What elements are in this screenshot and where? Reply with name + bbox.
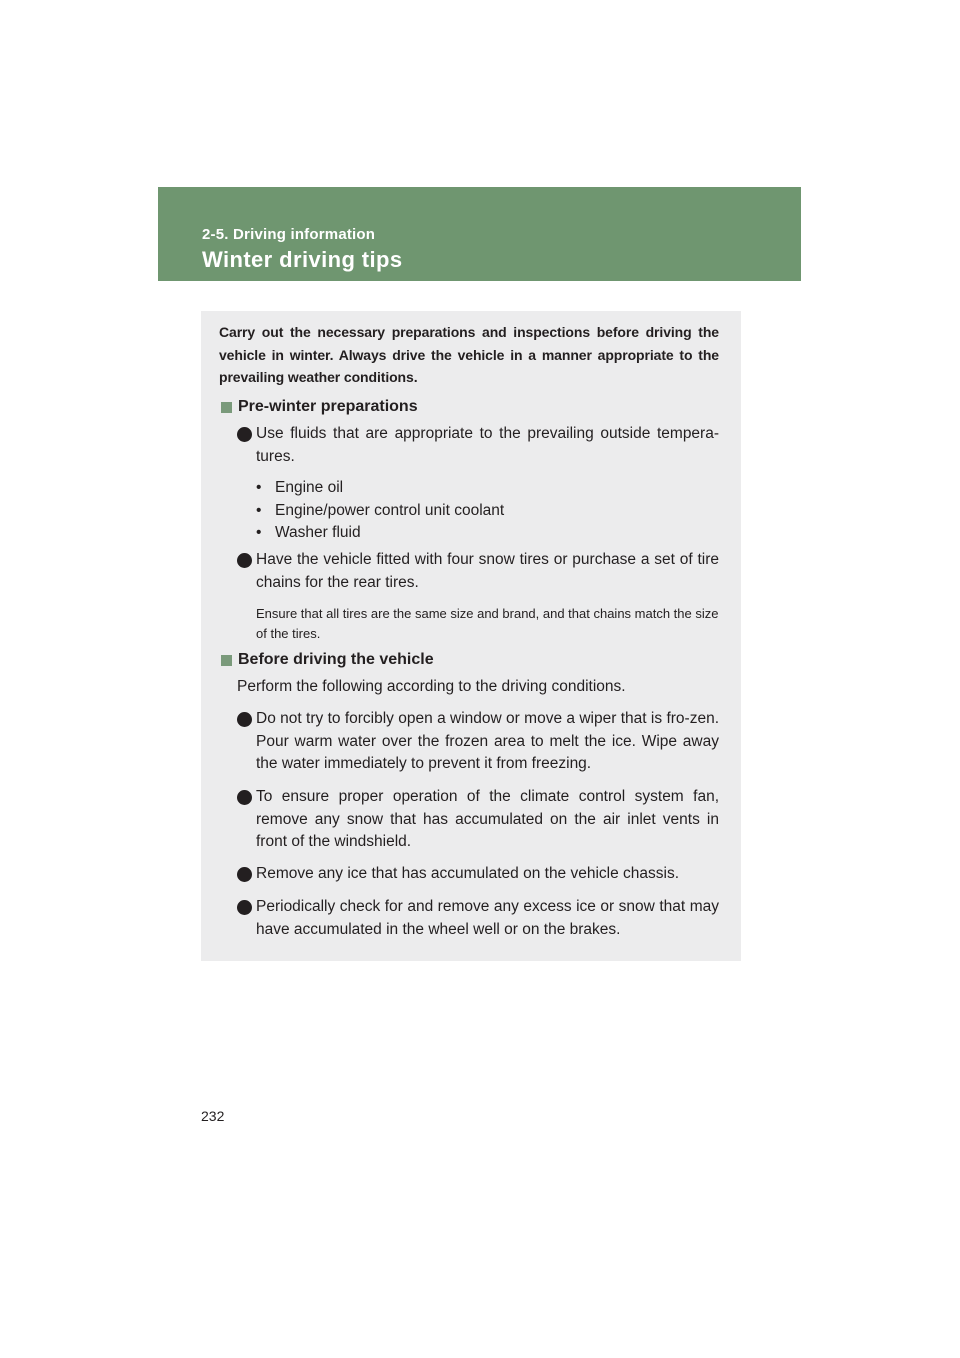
list-item: To ensure proper operation of the climate control system fan, remove any snow that has accumulated on the air inlet vents in front of the windshield. (237, 786, 719, 854)
page-title: Winter driving tips (202, 247, 403, 272)
note-text: Ensure that all tires are the same size and brand, and that chains match the size of the tires. (256, 606, 719, 641)
round-bullet-icon (237, 427, 252, 442)
list-item: Have the vehicle fitted with four snow tires or purchase a set of tire chains for the rear tires. (237, 549, 719, 594)
section-header-band (158, 187, 801, 281)
sub-list-item: • Engine oil (256, 479, 344, 496)
round-bullet-icon (237, 900, 252, 915)
list-item: Periodically check for and remove any excess ice or snow that may have accumulated in the wheel well or on the brakes. (237, 896, 719, 941)
subheading-before-driving (221, 651, 434, 669)
square-bullet-icon (221, 655, 232, 666)
section-label: 2-5. Driving information (202, 226, 376, 243)
page-number: 232 (201, 1108, 225, 1124)
sub-list-item: • Washer fluid (256, 524, 361, 541)
subheading-pre-winter (221, 398, 418, 416)
sub-list-item: • Engine/power control unit coolant (256, 502, 505, 519)
round-bullet-icon (237, 867, 252, 882)
subheading-label: Before driving the vehicle (238, 651, 434, 668)
round-bullet-icon (237, 790, 252, 805)
content-box (201, 311, 741, 961)
before-driving-intro: Perform the following according to the driving conditions. (237, 678, 626, 695)
list-item: Use fluids that are appropriate to the prevailing outside tempera-tures. (237, 423, 719, 468)
intro-paragraph: Carry out the necessary preparations and inspections before driving the vehicle in winter. Always drive the vehicle in a manner appropriate to the prevailing weather conditions. (219, 324, 719, 385)
subheading-label: Pre-winter preparations (238, 398, 418, 415)
round-bullet-icon (237, 712, 252, 727)
round-bullet-icon (237, 553, 252, 568)
list-item: Remove any ice that has accumulated on the vehicle chassis. (237, 863, 719, 886)
square-bullet-icon (221, 402, 232, 413)
list-item: Do not try to forcibly open a window or move a wiper that is fro-zen. Pour warm water over the frozen area to melt the ice. Wipe away the water immediately to prevent it from freezing. (237, 708, 719, 776)
